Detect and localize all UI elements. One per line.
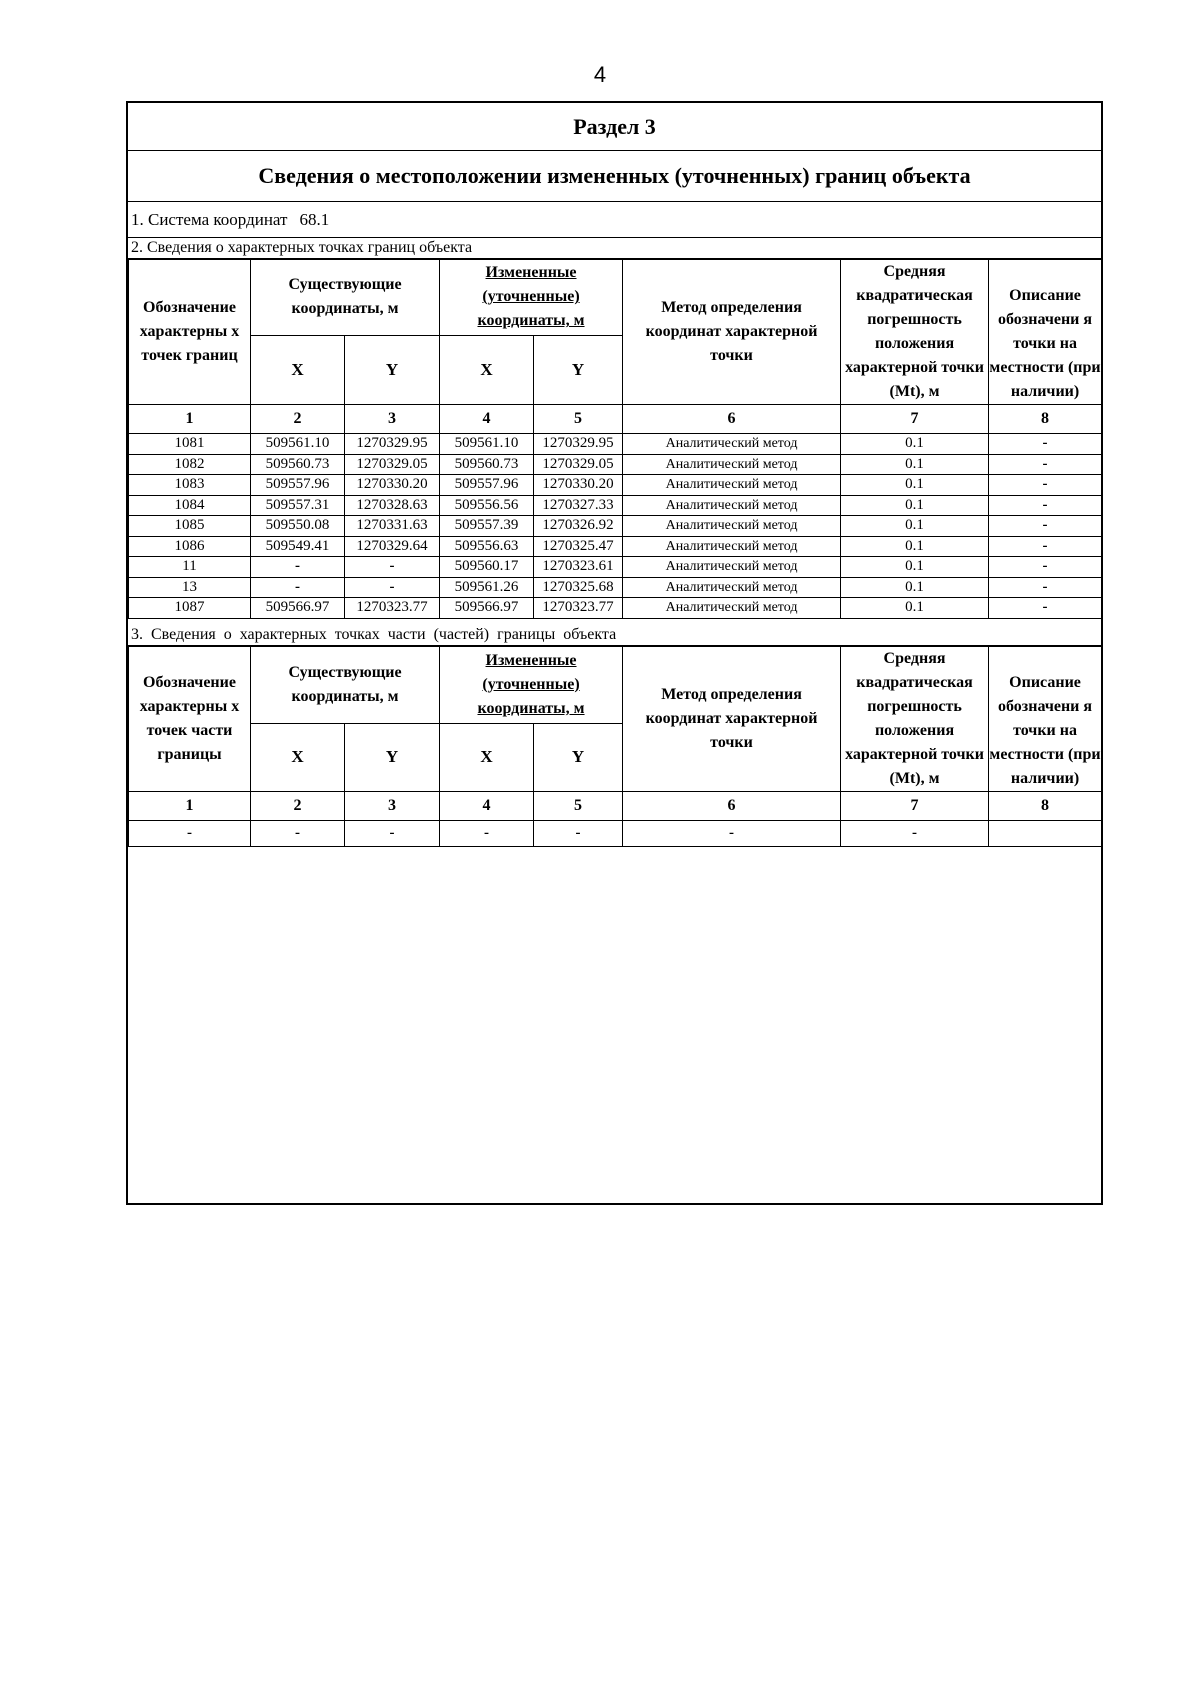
column-number: 2 [251,792,345,821]
column-number: 3 [345,792,440,821]
table-row [129,557,1102,578]
method: Аналитический метод [623,557,841,578]
table-row [129,495,1102,516]
header-existing-y: Y [345,335,440,404]
existing-x: - [251,821,345,847]
changed-y: 1270323.61 [534,557,623,578]
table-row [129,516,1102,537]
existing-y: - [345,821,440,847]
existing-y: 1270329.64 [345,536,440,557]
page-number: 4 [593,62,607,87]
changed-x: 509557.39 [440,516,534,537]
section-frame [126,101,1103,1205]
table-row [129,434,1102,455]
description: - [989,434,1102,455]
table-row [129,536,1102,557]
part-points-heading: 3. Сведения о характерных точках части (частей) границы объекта [128,625,1101,646]
table-row [129,577,1102,598]
method: Аналитический метод [623,475,841,496]
header-row [129,647,1102,724]
changed-x: 509561.10 [440,434,534,455]
column-number: 1 [129,405,251,434]
changed-y: 1270325.47 [534,536,623,557]
existing-y: 1270323.77 [345,598,440,619]
header-mean-error: Средняя квадратическая погрешность положения характерной точки (Mt), м [841,260,989,405]
description: - [989,598,1102,619]
header-description: Описание обозначени я точки на местности (при наличии) [989,647,1102,792]
mean-error: 0.1 [841,598,989,619]
existing-y: 1270328.63 [345,495,440,516]
method: Аналитический метод [623,577,841,598]
point-id: 1087 [129,598,251,619]
column-number: 5 [534,405,623,434]
existing-x: 509557.96 [251,475,345,496]
changed-y: 1270325.68 [534,577,623,598]
changed-x: 509560.17 [440,557,534,578]
method: - [623,821,841,847]
table-row [129,821,1102,847]
point-id: 1081 [129,434,251,455]
existing-y: 1270330.20 [345,475,440,496]
mean-error: 0.1 [841,475,989,496]
column-number: 8 [989,792,1102,821]
changed-y: 1270327.33 [534,495,623,516]
existing-y: 1270329.95 [345,434,440,455]
header-existing-coords: Существующие координаты, м [251,647,440,724]
point-id: 11 [129,557,251,578]
description: - [989,577,1102,598]
coordinate-system-value: 68.1 [299,209,330,229]
point-id: 1084 [129,495,251,516]
header-existing-x: X [251,723,345,791]
coordinate-system [128,202,1101,238]
column-number: 1 [129,792,251,821]
description: - [989,475,1102,496]
main-title: Сведения о местоположении измененных (уточненных) границ объекта [128,151,1101,202]
mean-error: 0.1 [841,434,989,455]
boundary-points-heading: 2. Сведения о характерных точках границ объекта [128,238,1101,259]
description: - [989,495,1102,516]
existing-x: 509550.08 [251,516,345,537]
column-number: 7 [841,792,989,821]
method: Аналитический метод [623,516,841,537]
header-changed-y: Y [534,335,623,404]
column-number: 5 [534,792,623,821]
changed-x: 509557.96 [440,475,534,496]
mean-error: 0.1 [841,454,989,475]
mean-error: 0.1 [841,495,989,516]
header-existing-coords: Существующие координаты, м [251,260,440,336]
mean-error: 0.1 [841,577,989,598]
method: Аналитический метод [623,454,841,475]
mean-error: - [841,821,989,847]
changed-y: 1270330.20 [534,475,623,496]
mean-error: 0.1 [841,516,989,537]
changed-y: 1270326.92 [534,516,623,537]
header-method: Метод определения координат характерной точки [623,260,841,405]
existing-x: 509566.97 [251,598,345,619]
method: Аналитический метод [623,536,841,557]
column-number: 3 [345,405,440,434]
header-designation: Обозначение характерны х точек части границы [129,647,251,792]
point-id: 1085 [129,516,251,537]
coordinate-system-label: 1. Система координат [131,209,288,229]
existing-y: 1270329.05 [345,454,440,475]
column-number: 6 [623,405,841,434]
existing-y: 1270331.63 [345,516,440,537]
header-changed-x: X [440,335,534,404]
header-changed-x: X [440,723,534,791]
header-changed-coords: Измененные (уточненные) координаты, м [440,260,623,336]
description: - [989,557,1102,578]
header-row [129,260,1102,336]
column-number-row [129,792,1102,821]
column-number-row [129,405,1102,434]
existing-x: 509560.73 [251,454,345,475]
mean-error: 0.1 [841,536,989,557]
column-number: 7 [841,405,989,434]
header-description: Описание обозначени я точки на местности (при наличии) [989,260,1102,405]
description [989,821,1102,847]
column-number: 8 [989,405,1102,434]
column-number: 6 [623,792,841,821]
description: - [989,454,1102,475]
table-row [129,598,1102,619]
changed-x: 509566.97 [440,598,534,619]
table-row [129,454,1102,475]
point-id: 1086 [129,536,251,557]
existing-x: - [251,577,345,598]
changed-y: - [534,821,623,847]
changed-x: - [440,821,534,847]
changed-x: 509561.26 [440,577,534,598]
column-number: 2 [251,405,345,434]
header-designation: Обозначение характерны х точек границ [129,260,251,405]
header-existing-x: X [251,335,345,404]
description: - [989,516,1102,537]
column-number: 4 [440,405,534,434]
method: Аналитический метод [623,434,841,455]
existing-y: - [345,557,440,578]
existing-x: 509557.31 [251,495,345,516]
column-number: 4 [440,792,534,821]
table-row [129,475,1102,496]
existing-x: 509549.41 [251,536,345,557]
changed-x: 509556.56 [440,495,534,516]
changed-y: 1270329.05 [534,454,623,475]
boundary-points-table [128,259,1102,619]
method: Аналитический метод [623,495,841,516]
method: Аналитический метод [623,598,841,619]
header-changed-y: Y [534,723,623,791]
section-title: Раздел 3 [128,103,1101,151]
header-existing-y: Y [345,723,440,791]
changed-y: 1270323.77 [534,598,623,619]
mean-error: 0.1 [841,557,989,578]
header-method: Метод определения координат характерной точки [623,647,841,792]
changed-y: 1270329.95 [534,434,623,455]
changed-x: 509560.73 [440,454,534,475]
changed-x: 509556.63 [440,536,534,557]
header-changed-coords: Измененные (уточненные) координаты, м [440,647,623,724]
existing-x: 509561.10 [251,434,345,455]
point-id: 13 [129,577,251,598]
existing-x: - [251,557,345,578]
point-id: - [129,821,251,847]
existing-y: - [345,577,440,598]
part-points-table [128,646,1102,847]
header-mean-error: Средняя квадратическая погрешность положения характерной точки (Mt), м [841,647,989,792]
description: - [989,536,1102,557]
point-id: 1082 [129,454,251,475]
point-id: 1083 [129,475,251,496]
